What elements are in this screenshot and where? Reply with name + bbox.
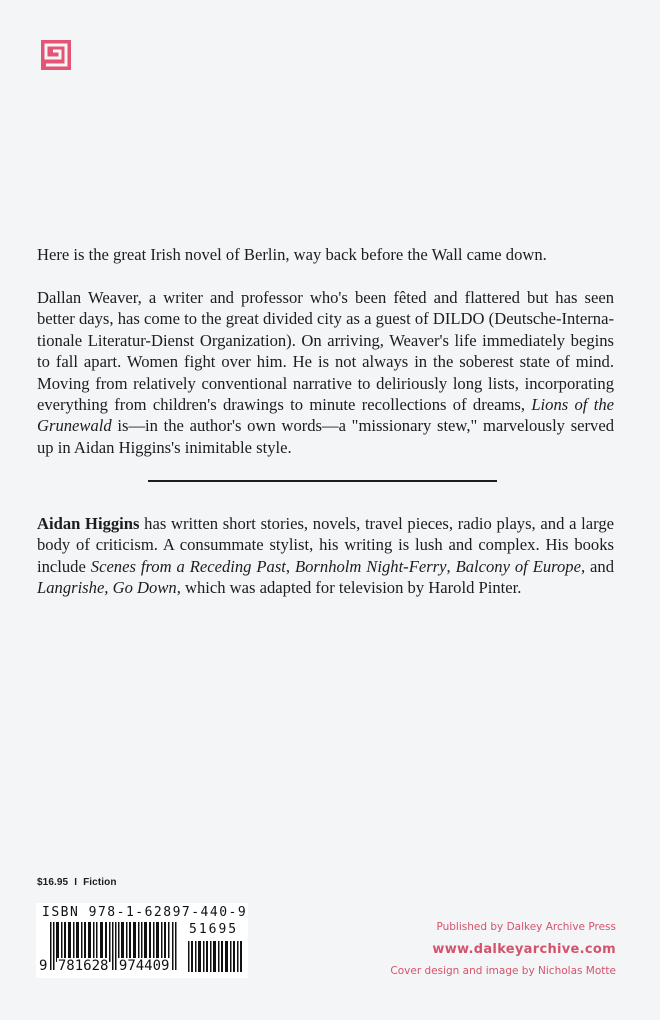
category: Fiction xyxy=(83,877,117,888)
section-divider xyxy=(148,480,497,482)
addon-bars-icon xyxy=(188,941,243,972)
author-name: Aidan Higgins xyxy=(37,514,140,533)
publisher-logo xyxy=(41,40,71,70)
publisher-website-link[interactable]: www.dalkeyarchive.com xyxy=(432,942,616,957)
cover-credit: Cover design and image by Nicholas Motte xyxy=(390,965,616,977)
synopsis-part1: Dallan Weaver, a writer and professor who's been fêted and flattered but has seen better days, has come to the great divided city as a guest of DILDO (Deutsche-Internationale Literatur-Dienst Organization). On arriving, Weaver's life immediately begins to fall apart. Women fight over him. He is not always in the soberest state of mind. Moving from relatively conventional narrative to deliriously long lists, incorporating everything from children's drawings to minute recollections of dreams, xyxy=(37,288,614,415)
book-title-2: Bornholm Night-Ferry xyxy=(295,556,447,576)
book-title-4: Langrishe, Go Down xyxy=(37,578,177,598)
synopsis-part2: is—in the author's own words—a "missionary stew," marvelously served up in Aidan Higgins's inimitable style. xyxy=(37,416,614,457)
ean-first-digit: 9 xyxy=(39,958,48,974)
sep: , xyxy=(285,556,295,576)
synopsis-text xyxy=(37,287,614,458)
price: $16.95 xyxy=(37,877,69,888)
book-title: Lions of the Grunewald xyxy=(37,395,615,436)
ean-digits xyxy=(38,958,170,974)
bio-text-2: , which was adapted for television by Harold Pinter. xyxy=(176,578,522,598)
square-spiral-logo-icon xyxy=(41,40,71,70)
blurb-intro xyxy=(37,244,614,265)
sep: , xyxy=(446,556,456,576)
isbn-label: ISBN 978-1-62897-440-9 xyxy=(42,905,248,920)
ean-right-group: 974409 xyxy=(118,958,170,974)
ean-left-group: 781628 xyxy=(57,958,109,974)
intro-text: Here is the great Irish novel of Berlin, way back before the Wall came down. xyxy=(37,245,547,264)
blurb-synopsis xyxy=(37,287,614,458)
separator: I xyxy=(74,877,78,888)
isbn-barcode xyxy=(36,903,248,978)
price-category xyxy=(37,877,117,888)
bio-text-1: has written short stories, novels, travel pieces, radio plays, and a large body of criticism. A consummate stylist, his writing is lush and complex. His books include xyxy=(37,514,615,576)
publisher-line: Published by Dalkey Archive Press xyxy=(436,921,616,933)
author-bio xyxy=(37,513,614,599)
publisher-info xyxy=(390,920,616,978)
author-bio-text xyxy=(37,513,614,599)
barcode-addon-digits: 51695 xyxy=(189,922,239,937)
book-title-1: Scenes from a Receding Past xyxy=(90,556,286,576)
sep: , and xyxy=(580,556,614,576)
book-title-3: Balcony of Europe xyxy=(455,556,581,576)
